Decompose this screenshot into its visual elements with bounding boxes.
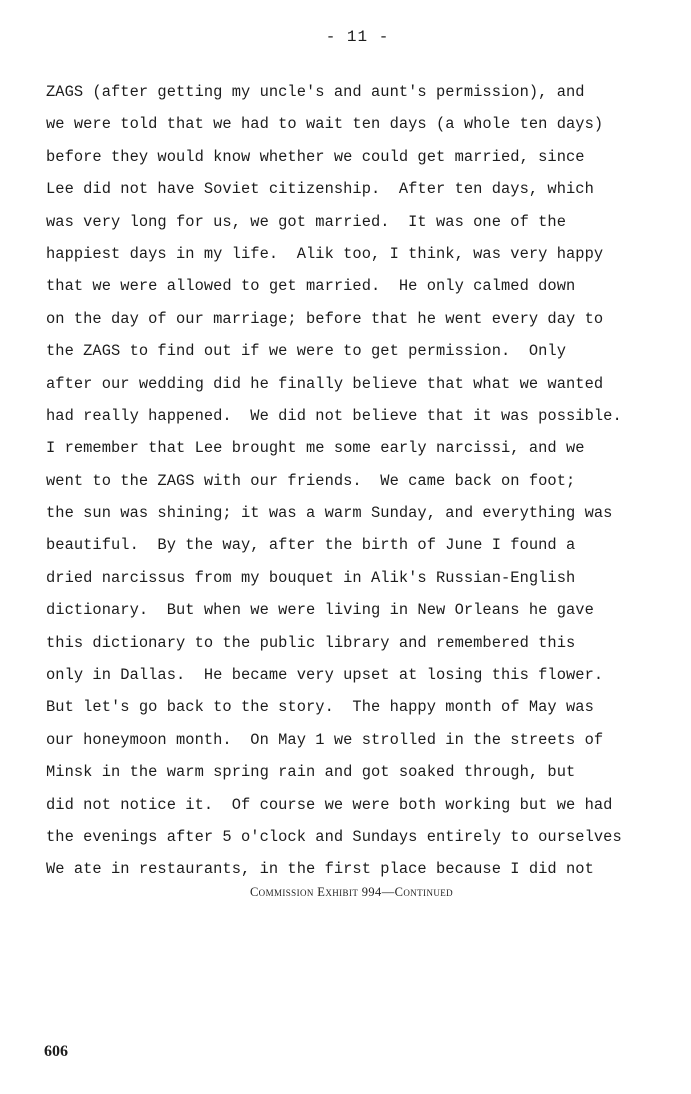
text-line: ZAGS (after getting my uncle's and aunt's permission), and bbox=[46, 83, 585, 101]
text-line: was very long for us, we got married. It was one of the bbox=[46, 212, 567, 231]
text-line: the ZAGS to find out if we were to get permission. Only bbox=[46, 342, 567, 361]
body-text bbox=[46, 76, 666, 886]
text-line: happiest days in my life. Alik too, I think, was very happy bbox=[46, 244, 604, 263]
text-line: before they would know whether we could get married, since bbox=[46, 147, 585, 166]
text-line: did not notice it. Of course we were both working but we had bbox=[46, 795, 613, 814]
text-line: had really happened. We did not believe that it was possible. bbox=[46, 406, 622, 425]
text-line: Lee did not have Soviet citizenship. After ten days, which bbox=[46, 180, 594, 199]
page-number: 606 bbox=[44, 1043, 68, 1060]
text-line: that we were allowed to get married. He only calmed down bbox=[46, 277, 576, 296]
text-line: only in Dallas. He became very upset at losing this flower. bbox=[46, 666, 604, 685]
text-line: went to the ZAGS with our friends. We came back on foot; bbox=[46, 471, 576, 490]
text-line: But let's go back to the story. The happy month of May was bbox=[46, 698, 594, 717]
text-line: our honeymoon month. On May 1 we strolled in the streets of bbox=[46, 730, 604, 749]
text-line: we were told that we had to wait ten days (a whole ten days) bbox=[46, 115, 604, 134]
text-line: on the day of our marriage; before that he went every day to bbox=[46, 309, 604, 328]
text-line: dictionary. But when we were living in New Orleans he gave bbox=[46, 601, 594, 620]
text-line: this dictionary to the public library and remembered this bbox=[46, 633, 576, 652]
text-line: the evenings after 5 o'clock and Sundays entirely to ourselves bbox=[46, 827, 622, 846]
text-line: dried narcissus from my bouquet in Alik's Russian-English bbox=[46, 568, 576, 587]
page-marker: - 11 - bbox=[325, 28, 390, 46]
text-line: I remember that Lee brought me some early narcissi, and we bbox=[46, 439, 585, 458]
text-line: the sun was shining; it was a warm Sunday, and everything was bbox=[46, 504, 613, 523]
text-line: Minsk in the warm spring rain and got soaked through, but bbox=[46, 763, 576, 782]
text-line: We ate in restaurants, in the first place because I did not bbox=[46, 860, 594, 879]
text-line: after our wedding did he finally believe that what we wanted bbox=[46, 374, 604, 393]
exhibit-caption: Commission Exhibit 994—Continued bbox=[249, 885, 454, 899]
text-line: beautiful. By the way, after the birth of June I found a bbox=[46, 536, 576, 555]
